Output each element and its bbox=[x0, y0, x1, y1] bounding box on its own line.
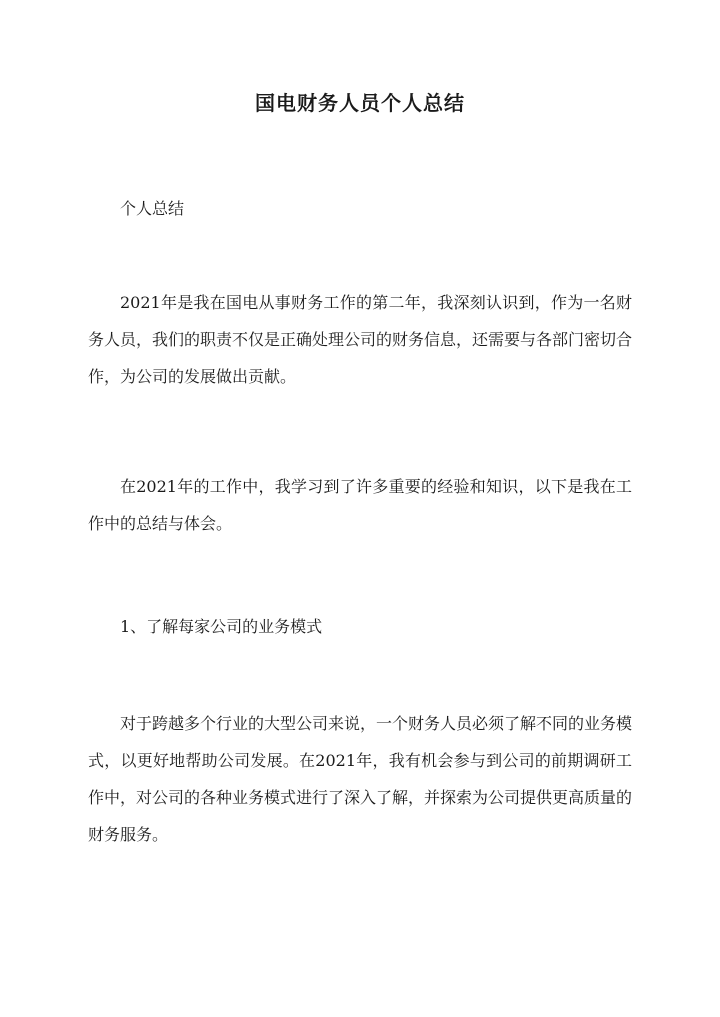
section-heading-1: 1、了解每家公司的业务模式 bbox=[120, 617, 323, 636]
paragraph-intro: 2021年是我在国电从事财务工作的第二年，我深刻认识到，作为一名财务人员，我们的职责不仅是正确处理公司的财务信息，还需要与各部门密切合作，为公司的发展做出贡献。 bbox=[88, 293, 633, 386]
document-title: 国电财务人员个人总结 bbox=[255, 91, 465, 115]
paragraph-business-models: 对于跨越多个行业的大型公司来说，一个财务人员必须了解不同的业务模式，以更好地帮助公司发展。在2021年，我有机会参与到公司的前期调研工作中，对公司的各种业务模式进行了深入了解，并探索为公司提供更高质量的财务服务。 bbox=[88, 714, 633, 844]
section-heading-summary: 个人总结 bbox=[120, 199, 185, 218]
paragraph-overview: 在2021年的工作中，我学习到了许多重要的经验和知识，以下是我在工作中的总结与体会。 bbox=[88, 477, 632, 533]
